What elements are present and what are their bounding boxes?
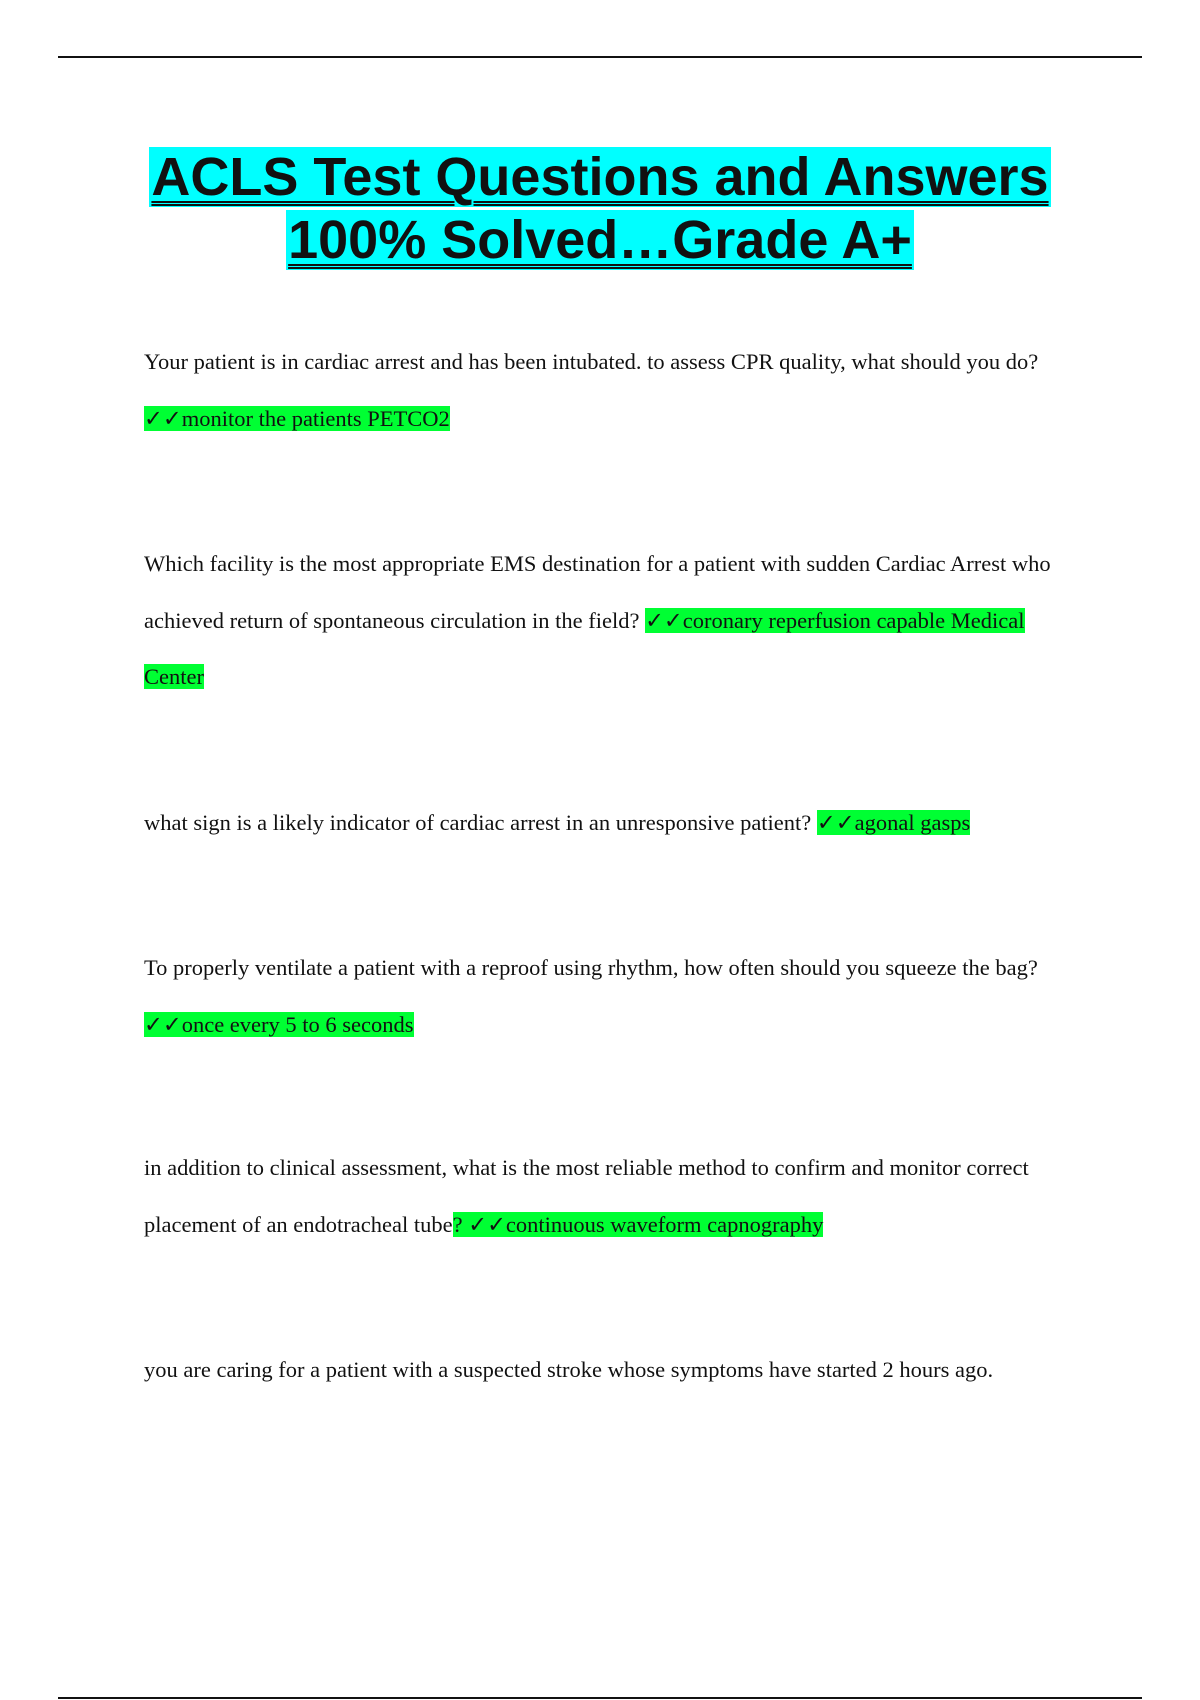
answer-text: ✓✓once every 5 to 6 seconds <box>144 1011 414 1037</box>
bottom-rule <box>58 1697 1142 1699</box>
question-text: what sign is a likely indicator of cardiac arrest in an unresponsive patient? <box>144 810 817 835</box>
page-title <box>100 146 1100 272</box>
qa-item-5 <box>144 1140 1074 1253</box>
qa-item-2 <box>144 536 1074 706</box>
qa-item-3 <box>144 795 1074 852</box>
question-text: To properly ventilate a patient with a reproof using rhythm, how often should you squeeze the bag? <box>144 955 1038 980</box>
top-rule <box>58 56 1142 58</box>
qa-item-1 <box>144 334 1074 447</box>
qa-item-6 <box>144 1342 1074 1399</box>
question-text: Your patient is in cardiac arrest and has been intubated. to assess CPR quality, what should you do? <box>144 349 1039 374</box>
title-line-1: ACLS Test Questions and Answers <box>151 147 1049 207</box>
question-text: Which facility is the most appropriate EMS destination for a patient with sudden Cardiac Arrest who achieved return of spontaneous circulation in the field? <box>144 551 1051 633</box>
answer-text: ✓✓agonal gasps <box>816 810 971 835</box>
answer-text: ✓✓monitor the patients PETCO2 <box>144 405 450 431</box>
answer-text: ? ✓✓continuous waveform capnography <box>452 1211 824 1237</box>
title-line-2: 100% Solved…Grade A+ <box>288 210 912 270</box>
question-text: in addition to clinical assessment, what is the most reliable method to confirm and monitor correct placement of an endotracheal tube <box>144 1155 1029 1237</box>
question-text: you are caring for a patient with a suspected stroke whose symptoms have started 2 hours ago. <box>144 1357 994 1382</box>
answer-text: ✓✓coronary reperfusion capable Medical Center <box>144 607 1025 689</box>
qa-item-4 <box>144 940 1074 1053</box>
